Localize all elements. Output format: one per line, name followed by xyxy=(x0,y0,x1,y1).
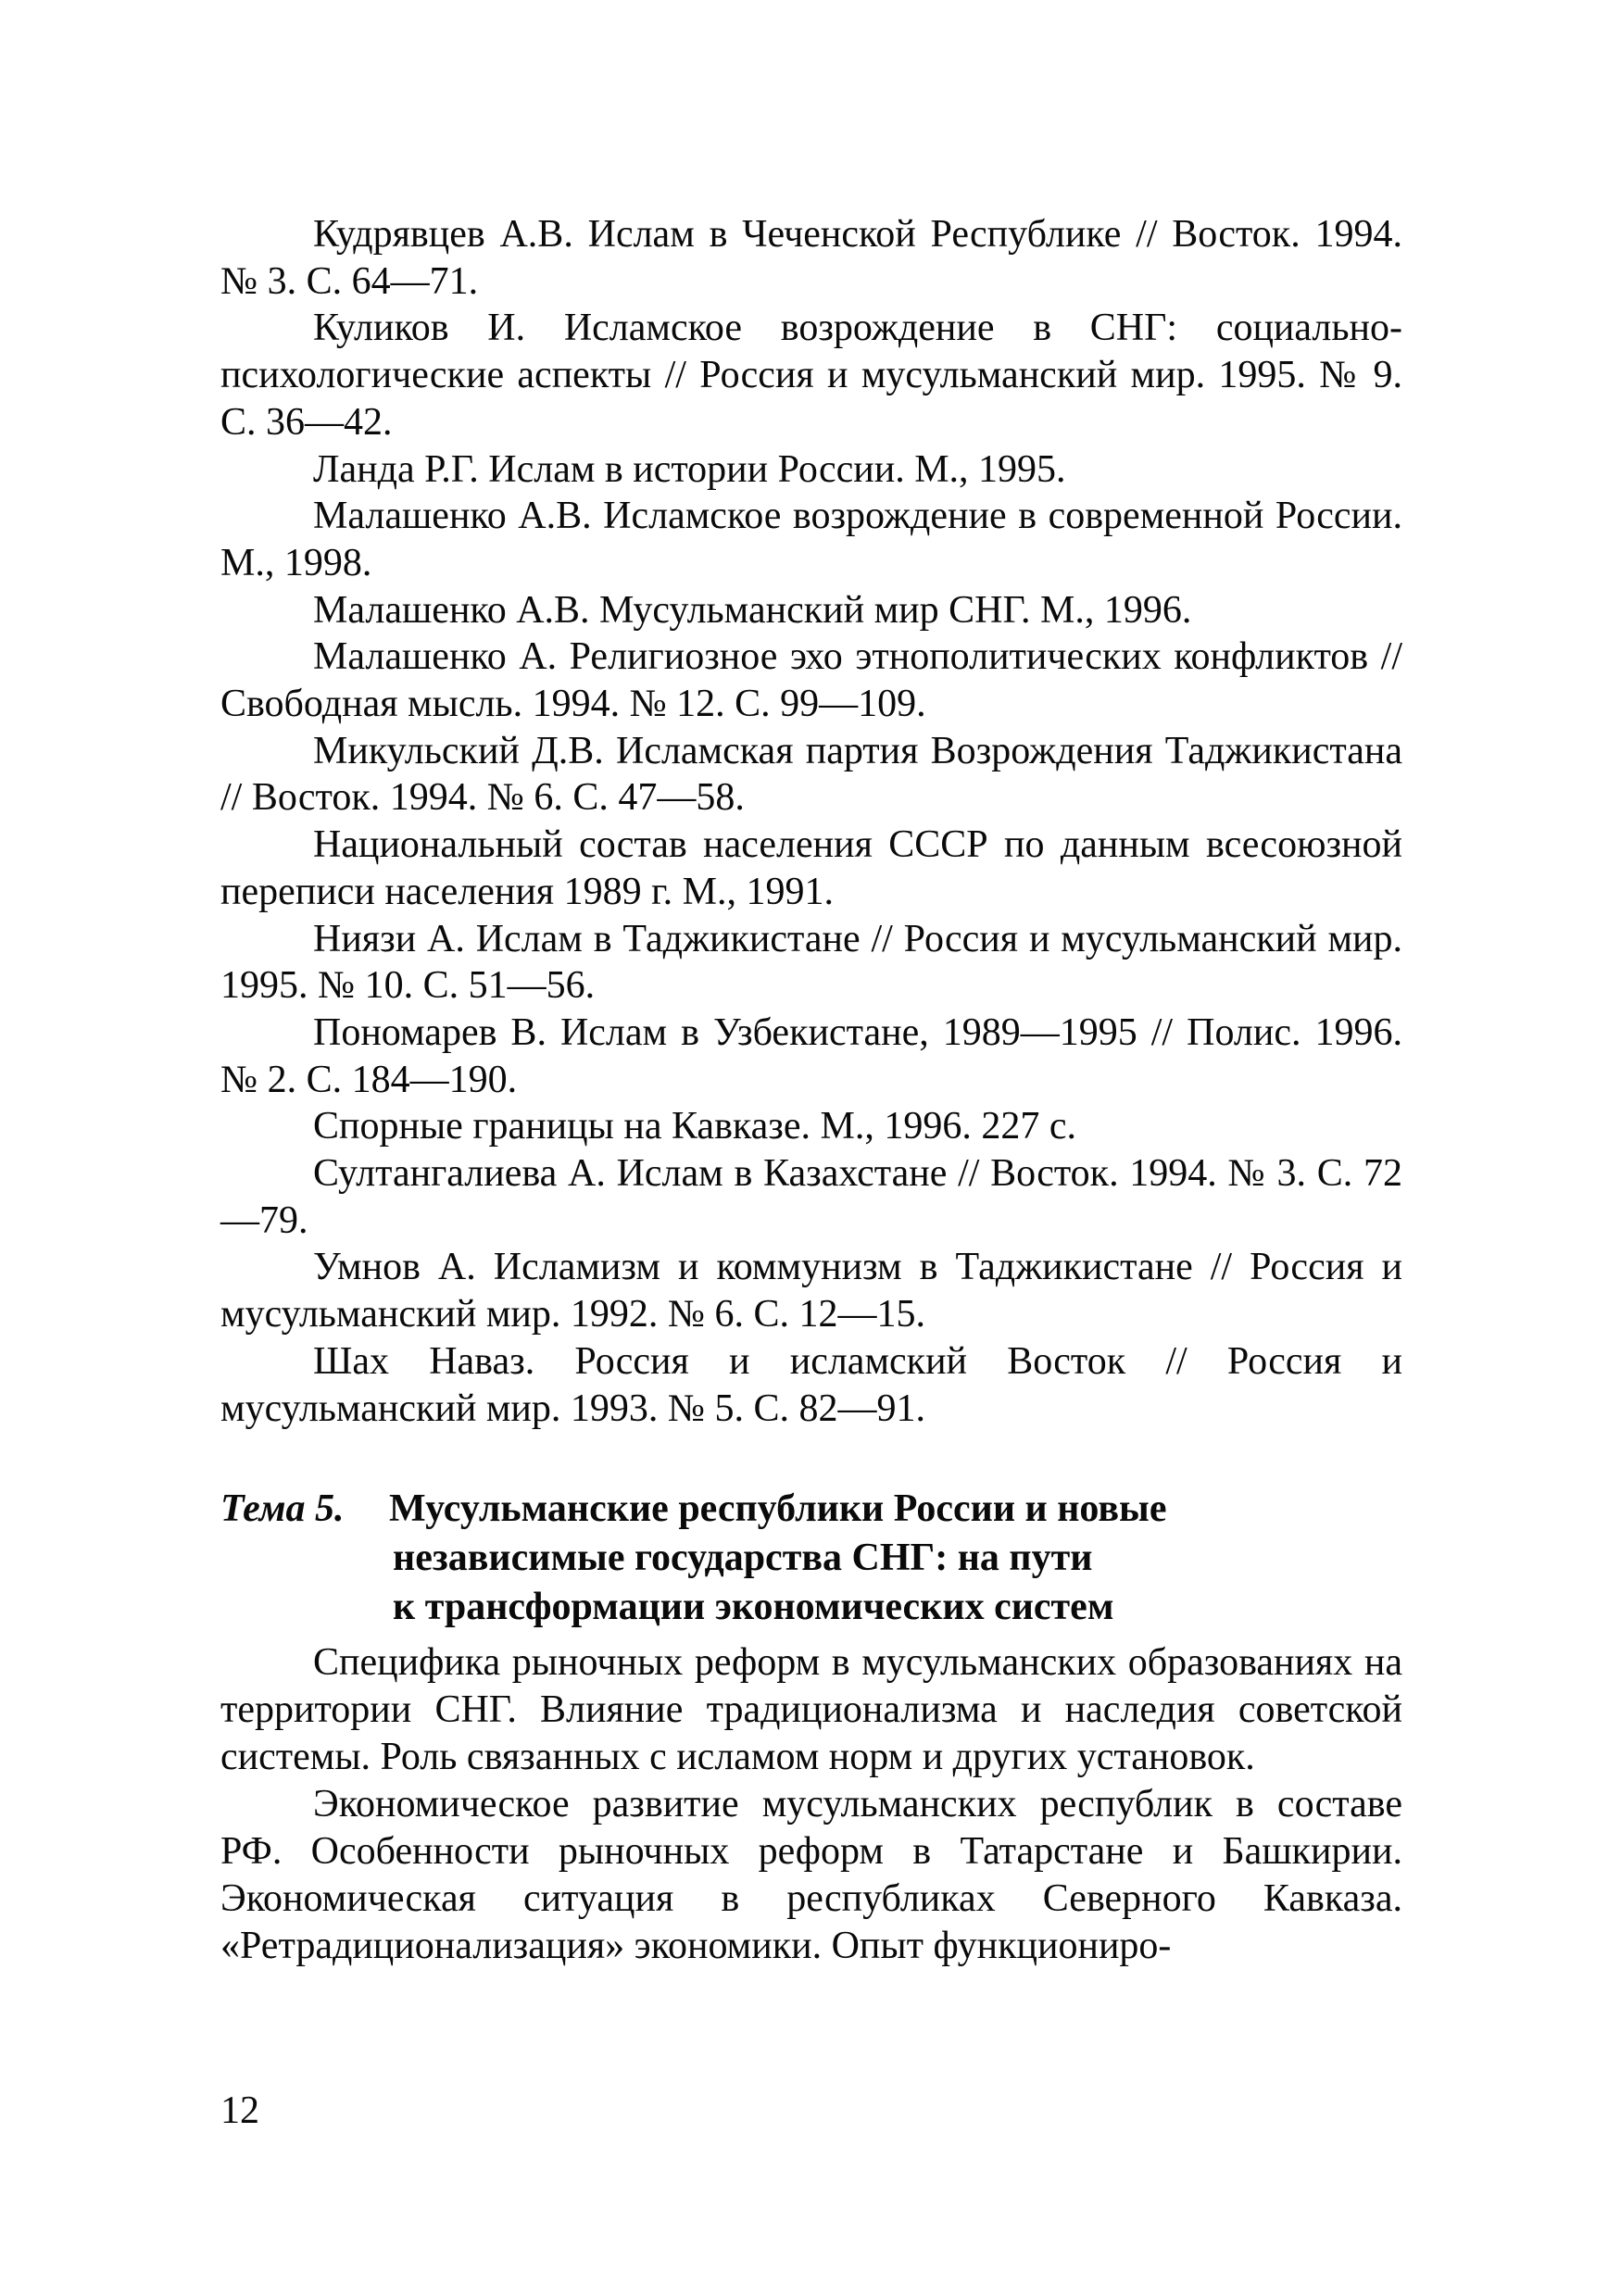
bibliography-entry: Пономарев В. Ислам в Узбекистане, 1989—1995 // Полис. 1996. № 2. С. 184—190. xyxy=(220,1010,1402,1101)
bibliography-entry: Национальный состав населения СССР по данным всесоюзной переписи населения 1989 г. М., 1991. xyxy=(220,823,1402,913)
bibliography-entry: Шах Наваз. Россия и исламский Восток // Россия и мусульманский мир. 1993. № 5. С. 82—91. xyxy=(220,1339,1402,1430)
topic-body xyxy=(220,1639,1402,1970)
bibliography-entry: Кудрявцев А.В. Ислам в Чеченской Республике // Восток. 1994. № 3. С. 64—71. xyxy=(220,213,1402,303)
bibliography-entry: Спорные границы на Кавказе. М., 1996. 227 с. xyxy=(313,1105,1077,1148)
bibliography-entry: Ланда Р.Г. Ислам в истории России. М., 1995. xyxy=(313,447,1066,491)
body-paragraph: Экономическое развитие мусульманских республик в составе РФ. Особенности рыночных реформ в Татарстане и Башкирии. Экономическая ситуация в республиках Северного Кавказа. «Ретрадиционализация» экономики. Опыт функциониро- xyxy=(220,1783,1402,1968)
bibliography-entry: Ниязи А. Ислам в Таджикистане // Россия и мусульманский мир. 1995. № 10. С. 51—56. xyxy=(220,917,1402,1008)
bibliography-entry: Малашенко А.В. Исламское возрождение в современной России. М., 1998. xyxy=(220,495,1402,584)
bibliography-entry: Султангалиева А. Ислам в Казахстане // Восток. 1994. № 3. С. 72—79. xyxy=(220,1152,1402,1242)
page-content xyxy=(220,211,1402,1970)
page-number: 12 xyxy=(220,2089,259,2132)
topic-title-line: независимые государства СНГ: на пути xyxy=(393,1537,1093,1580)
bibliography-entry: Малашенко А. Религиозное эхо этнополитических конфликтов // Свободная мысль. 1994. № 12. С. 99—109. xyxy=(220,635,1402,726)
bibliography-list xyxy=(220,211,1402,1432)
bibliography-entry: Куликов И. Исламское возрождение в СНГ: социально-психологические аспекты // Россия и мусульманский мир. 1995. № 9. С. 36—42. xyxy=(220,307,1402,444)
topic-label: Тема 5. xyxy=(220,1487,345,1531)
bibliography-entry: Малашенко А.В. Мусульманский мир СНГ. М., 1996. xyxy=(313,588,1192,632)
topic-heading xyxy=(220,1485,1402,1632)
bibliography-entry: Умнов А. Исламизм и коммунизм в Таджикистане // Россия и мусульманский мир. 1992. № 6. С. 12—15. xyxy=(220,1246,1402,1336)
body-paragraph: Специфика рыночных реформ в мусульманских образованиях на территории СНГ. Влияние традиционализма и наследия советской системы. Роль связанных с исламом норм и других установок. xyxy=(220,1641,1402,1779)
topic-title-line: к трансформации экономических систем xyxy=(393,1586,1114,1629)
bibliography-entry: Микульский Д.В. Исламская партия Возрождения Таджикистана // Восток. 1994. № 6. С. 47—58. xyxy=(220,729,1402,820)
topic-title-line: Мусульманские республики России и новые xyxy=(389,1487,1167,1531)
